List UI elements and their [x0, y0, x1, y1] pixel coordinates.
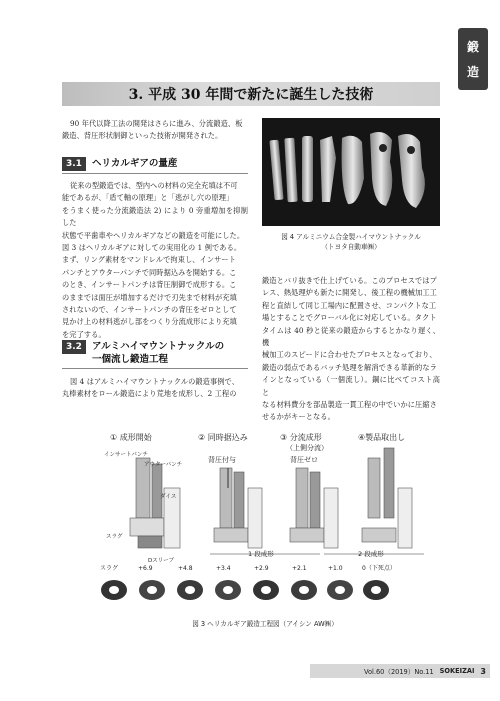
- section-title-bar: [62, 82, 440, 106]
- step-3-sub-label: （上側分流）: [286, 444, 328, 452]
- body-line: のままでは面圧が増加するだけで刃先まで材料が充填: [62, 292, 237, 302]
- slag-row-label: スラグ: [100, 565, 119, 572]
- right-column-body: [262, 275, 440, 424]
- body-line: 従来の型鍛造では、型内への材料の完全充填は不可: [70, 181, 238, 190]
- caption-line: 図 4 アルミニウム合金製ハイマウントナックル: [281, 233, 421, 241]
- intro-line: 90 年代以降工法の開発はさらに進み、分流鍛造、板: [70, 119, 243, 128]
- outer-punch-label: アウターパンチ: [144, 462, 183, 468]
- body-line: インとなっている（一個流し）。鋼に比べてコスト高と: [262, 375, 440, 397]
- step-1-sketch: [104, 451, 182, 564]
- side-tab-char-1: 鍛: [466, 40, 479, 54]
- slug-label: スラグ: [106, 534, 123, 540]
- footer-journal: SOKEIZAI: [439, 667, 475, 675]
- body-line: 場とすることでグローバル化に対応している。タクト: [262, 313, 437, 323]
- body-line: を完了する。: [62, 329, 106, 339]
- step-3-label: ③ 分流成形: [280, 433, 322, 442]
- intro-line: 鍛造、背圧形状制御といった技術が開発された。: [62, 131, 223, 141]
- section-3-1-body: [62, 180, 248, 341]
- body-line: タイムは 40 秒と従来の鍛造からするとかなり遅く、機: [262, 325, 440, 348]
- step-3-sketch: [290, 455, 338, 548]
- section-title-text: [92, 340, 224, 366]
- caption-line: （トヨタ自動車㈱）: [321, 243, 381, 251]
- body-line: パンチとアウターパンチで同時据込みを開始する。こ: [62, 267, 237, 277]
- stroke-value: +2.9: [254, 565, 269, 572]
- stroke-value: 0（下死点）: [362, 565, 396, 572]
- body-line: のとき、インサートパンチは背圧制御で成形する。こ: [62, 280, 237, 290]
- section-number: 3.2: [62, 340, 86, 354]
- stage-1-label: 1 段成形: [248, 550, 274, 558]
- figure-4-caption: [262, 232, 440, 252]
- stroke-value: +4.8: [178, 565, 193, 572]
- body-line: 能であるが、「盾て軸の原理」と「逃がし穴の原理」: [62, 193, 234, 203]
- page-footer: [310, 664, 490, 678]
- body-line: 図 3 はヘリカルギアに対しての実用化の 1 例である。: [62, 243, 242, 253]
- insert-punch-label: インサートパンチ: [104, 452, 148, 458]
- body-line: 図 4 はアルミハイマウントナックルの鍛造事例で、: [70, 377, 239, 386]
- stroke-value: +3.4: [216, 565, 231, 572]
- step-2-label: ② 同時据込み: [198, 433, 248, 442]
- section-side-tab: [458, 28, 488, 90]
- intro-paragraph: [62, 118, 248, 143]
- body-line: なる材料費分を部品製造一貫工程の中でいかに圧縮さ: [262, 400, 437, 410]
- stroke-value: +2.1: [292, 565, 307, 572]
- body-line: 丸棒素材をロール鍛造により荒地を成形し、2 工程の: [62, 389, 237, 399]
- d-sleeve-label: Dスリーブ: [148, 558, 174, 564]
- section-number: 3.1: [62, 157, 86, 171]
- forging-process-svg: [100, 428, 430, 613]
- figure-3-caption: 図 3 ヘリカルギア鍛造工程図（アイシン AW㈱）: [192, 620, 338, 628]
- footer-volume: Vol.60（2019）No.11: [364, 668, 434, 676]
- back-zero-label: 背圧ゼロ: [290, 456, 318, 464]
- stage-2-label: 2 段成形: [358, 550, 384, 558]
- body-line: 鍛造の弱点であるバッチ処理を解消できる革新的なラ: [262, 362, 437, 372]
- section-title-line: アルミハイマウントナックルの: [91, 341, 225, 352]
- figure-3-diagram: [100, 428, 430, 613]
- figure-4-photo: [262, 118, 440, 226]
- die-label: ダイス: [160, 494, 177, 500]
- section-title: 3. 平成 30 年間で新たに誕生した技術: [128, 87, 374, 103]
- section-title-text: ヘリカルギアの量産: [91, 158, 178, 169]
- section-3-2-body: [62, 376, 248, 401]
- body-line: 鍛造とバリ抜きで仕上げている。このプロセスではプ: [262, 276, 437, 285]
- body-line: されないので、インサートパンチの背圧をゼロとして: [62, 305, 237, 315]
- stroke-value: +6.9: [138, 565, 153, 572]
- body-line: まず、リング素材をマンドレルで拘束し、インサート: [62, 255, 237, 265]
- body-line: 見かけ上の材料逃がし部をつくり分流成形により充填: [62, 317, 237, 327]
- footer-page-number: 3: [480, 666, 486, 676]
- body-line: 械加工のスピードに合わせたプロセスとなっており、: [262, 350, 437, 360]
- body-line: をうまく使った分流鍛造法 2) により 0 旁重増加を抑制した: [62, 205, 248, 228]
- section-3-1-heading: [62, 157, 248, 174]
- step-4-sketch: [362, 448, 412, 548]
- body-line: レス、熱処理炉も新たに開発し、後工程の機械加工工: [262, 288, 437, 298]
- section-title-line: 一個流し鍛造工程: [91, 354, 168, 365]
- side-tab-char-2: 造: [466, 65, 479, 79]
- body-line: 状態で平歯車やヘリカルギアなどの鍛造を可能にした。: [62, 230, 245, 240]
- back-pressure-label: 背圧付与: [208, 456, 236, 464]
- body-line: せるかがキーとなる。: [262, 412, 335, 422]
- body-line: 程と直結して同じ工場内に配置させ、コンパクトな工: [262, 300, 437, 310]
- section-3-2-heading: [62, 340, 248, 369]
- step-2-sketch: [208, 455, 262, 548]
- step-1-label: ① 成形開始: [110, 433, 152, 442]
- gear-ring-row: [101, 580, 389, 600]
- stroke-value: +1.0: [328, 565, 343, 572]
- step-4-label: ④製品取出し: [358, 433, 406, 442]
- knuckle-photo-graphic: [262, 118, 440, 226]
